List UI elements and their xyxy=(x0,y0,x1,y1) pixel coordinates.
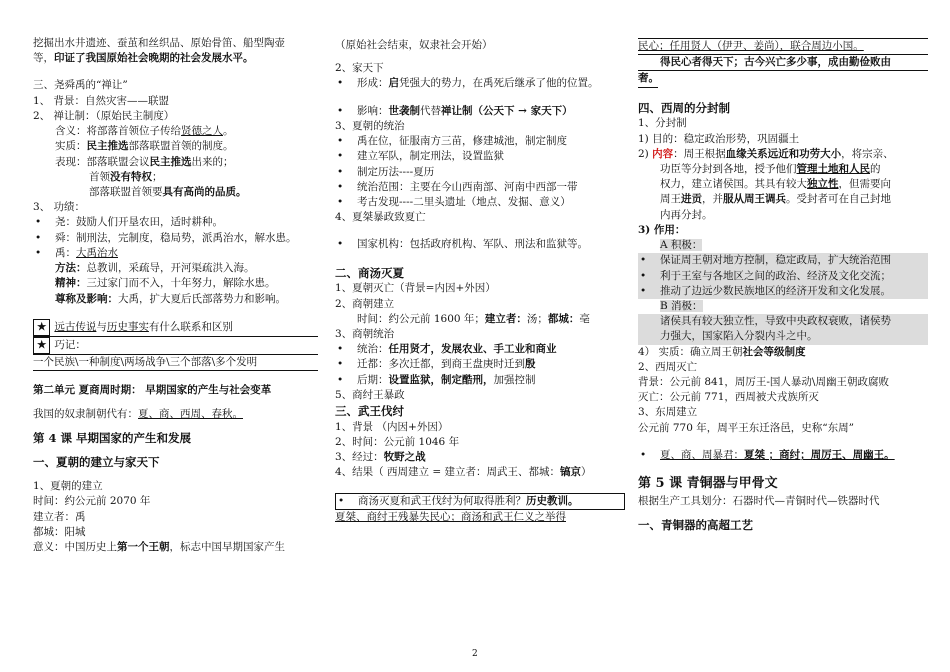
text-line: 巧记： xyxy=(54,338,86,351)
list-item: • 禹：大禹治水 xyxy=(33,246,318,261)
list-item: • 迁都：多次迁都，到商王盘庚时迁到殷 xyxy=(335,357,625,372)
list-item: • 统治：任用贤才，发展农业、手工业和商业 xyxy=(335,342,625,357)
section-heading: 四、西周的分封制 xyxy=(638,100,730,115)
text-line: 夏桀、商纣王残暴失民心；商汤和武王仁义之举得 xyxy=(335,510,566,523)
list-item: • 利于王室与各地区之间的政治、经济及文化交流； xyxy=(638,269,928,284)
text-line: 4） 实质：确立周王朝社会等级制度 xyxy=(638,345,806,358)
list-item: • 保证周王朝对地方控制，稳定政局，扩大统治范围 xyxy=(638,253,928,268)
text-line: 表现：部落联盟会议民主推选出来的； xyxy=(55,155,234,168)
text-line: 含义：将部落首领位子传给贤德之人。 xyxy=(55,125,234,138)
text-line: 2) 内容：周王根据血缘关系远近和功劳大小，将宗亲、 xyxy=(638,147,894,160)
section-heading: 二、商汤灭夏 xyxy=(335,265,404,280)
quote: 得民心者得天下；古今兴亡多少事，成由勤俭败由 xyxy=(638,55,928,71)
text-line: 我国的奴隶制朝代有：夏、商、西周、春秋。 xyxy=(33,407,243,420)
text-line: 民心；任用贤人（伊尹、姜尚），联合周边小国。 xyxy=(638,38,928,55)
text-line: 功臣等分封到各地，授予他们管理土地和人民的 xyxy=(660,162,881,175)
list-item: • 制定历法----夏历 xyxy=(335,165,625,180)
text-line: 2、家天下 xyxy=(335,62,384,75)
list-item: • 影响：世袭制代替禅让制（公天下 → 家天下） xyxy=(335,104,625,119)
text-line: 首领没有特权； xyxy=(89,170,163,183)
star-note xyxy=(33,337,318,354)
text-line: 根据生产工具划分：石器时代—青铜时代—铁器时代 xyxy=(638,494,880,507)
section-heading: 一、夏朝的建立与家天下 xyxy=(33,455,160,470)
subheading: B 消极： xyxy=(660,299,703,312)
text-line: 建立者：禹 xyxy=(33,510,86,523)
list-item: • 尧：鼓励人们开垦农田，适时耕种。 xyxy=(33,215,318,230)
unit-title: 第二单元 夏商周时期： 早期国家的产生与社会变革 xyxy=(33,384,272,397)
list-item: • 国家机构：包括政府机构、军队、刑法和监狱等。 xyxy=(335,237,625,252)
text-line: 4、夏桀暴政致夏亡 xyxy=(335,211,426,224)
text-line: 周王进贡，并服从周王调兵。受封者可在自己封地 xyxy=(660,193,891,206)
list-item: • 夏、商、周暴君：夏桀 ；商纣；周厉王、周幽王。 xyxy=(638,448,928,463)
star-note: ★ 远古传说 与 历史事实 有什么联系和区别 xyxy=(33,319,318,337)
list-item: • 后期：设置监狱，制定酷刑，加强控制 xyxy=(335,373,625,388)
text-line: 时间：约公元前 2070 年 xyxy=(33,495,151,508)
text-line: 尊称及影响：大禹，扩大夏后氏部落势力和影响。 xyxy=(55,292,286,305)
text-line: 3、经过：牧野之战 xyxy=(335,451,426,464)
subheading: A 积极： xyxy=(660,239,703,252)
text-line: 2、时间：公元前 1046 年 xyxy=(335,435,460,448)
column-left xyxy=(33,36,318,555)
text-line: 3、东周建立 xyxy=(638,406,698,419)
text-line: 都城：阳城 xyxy=(33,525,86,538)
text-line: 3、夏朝的统治 xyxy=(335,119,405,132)
text-line: 5、商纣王暴政 xyxy=(335,388,405,401)
column-middle xyxy=(335,38,625,525)
text-line: 力强大，国家陷入分裂内斗之中。 xyxy=(638,329,928,344)
text-line: 1、背景 （内因+外因） xyxy=(335,420,449,433)
text-line: 1、 背景：自然灾害——联盟 xyxy=(33,94,170,107)
text-line: 时间：约公元前 1600 年；建立者：汤；都城：亳 xyxy=(357,312,590,325)
list-item: • 推动了边远少数民族地区的经济开发和文化发展。 xyxy=(638,284,928,299)
text-line: 3、商朝统治 xyxy=(335,327,395,340)
text-line: 4、结果（ 西周建立 = 建立者：周武王、都城：镐京） xyxy=(335,466,592,479)
text-line: 1) 目的：稳定政治形势，巩固疆土 xyxy=(638,132,800,145)
column-right xyxy=(638,38,928,534)
text-line: 公元前 770 年，周平王东迁洛邑，史称“东周” xyxy=(638,421,854,434)
text-line: 内再分封。 xyxy=(660,208,713,221)
quote: 奢。 xyxy=(638,71,658,87)
lesson-title: 第 4 课 早期国家的产生和发展 xyxy=(33,430,192,445)
list-item: • 禹在位，征服南方三苗，修建城池，制定制度 xyxy=(335,134,625,149)
star-icon: ★ xyxy=(33,337,50,354)
list-item: • 统治范围：主要在今山西南部、河南中西部一带 xyxy=(335,180,625,195)
text-line: 等，印证了我国原始社会晚期的社会发展水平。 xyxy=(33,52,254,65)
text-line: 2、 禅让制：（原始民主制度） xyxy=(33,109,175,122)
text-line: 实质：民主推选部落联盟首领的制度。 xyxy=(55,140,234,153)
star-icon: ★ xyxy=(33,319,50,336)
text-line: 1、夏朝的建立 xyxy=(33,480,103,493)
text-line: 权力，建立诸侯国。其具有较大独立性，但需要向 xyxy=(660,178,891,191)
text-line: 远古传说 xyxy=(54,320,97,333)
text-line: 挖掘出水井遗迹、蚕茧和丝织品、原始骨笛、船型陶壶 xyxy=(33,37,285,49)
lesson-title: 第 5 课 青铜器与甲骨文 xyxy=(638,476,778,492)
section-heading: 一、青铜器的高超工艺 xyxy=(638,518,753,533)
text-line: 部落联盟首领要具有高尚的品质。 xyxy=(89,185,247,198)
text-line: 背景：公元前 841，周厉王-国人暴动\周幽王朝政腐败 xyxy=(638,376,889,389)
text-line: 方法：总教训，采疏导，开河渠疏洪入海。 xyxy=(55,262,255,275)
text-line: 1、分封制 xyxy=(638,117,687,130)
text-line: 灭亡：公元前 771，西周被犬戎族所灭 xyxy=(638,391,819,404)
question: • 商汤灭夏和武王伐纣为何取得胜利？历史教训。 xyxy=(335,493,625,510)
text-line: 3、 功绩： xyxy=(33,201,86,214)
text-line: 1、夏朝灭亡（背景=内因+外因） xyxy=(335,282,496,295)
list-item: • 建立军队，制定刑法，设置监狱 xyxy=(335,149,625,164)
list-item: • 舜：制刑法，完制度，稳局势，派禹治水，解水患。 xyxy=(33,231,318,246)
text-line: 诸侯具有较大独立性，导致中央政权衰败，诸侯势 xyxy=(638,314,928,329)
text-line: 精神：三过家门而不入，十年努力，解除水患。 xyxy=(55,277,276,290)
section-heading: 三、武王伐纣 xyxy=(335,404,404,419)
section-heading: 三、尧舜禹的“禅让” xyxy=(33,79,128,92)
text-line: 3) 作用： xyxy=(638,223,686,236)
text-line: （原始社会结束，奴隶社会开始） xyxy=(335,39,493,51)
page-number: 2 xyxy=(472,649,478,659)
list-item: • 形成：启凭强大的势力，在禹死后继承了他的位置。 xyxy=(335,76,625,91)
text-line: 意义：中国历史上第一个王朝，标志中国早期国家产生 xyxy=(33,541,285,554)
list-item: • 考古发现----二里头遗址（地点、发掘、意义） xyxy=(335,195,625,210)
text-line: 2、西周灭亡 xyxy=(638,360,698,373)
text-line: 2、商朝建立 xyxy=(335,297,395,310)
mnemonic: 一个民族\一种制度\两场战争\三个部落\多个发明 xyxy=(33,354,318,371)
